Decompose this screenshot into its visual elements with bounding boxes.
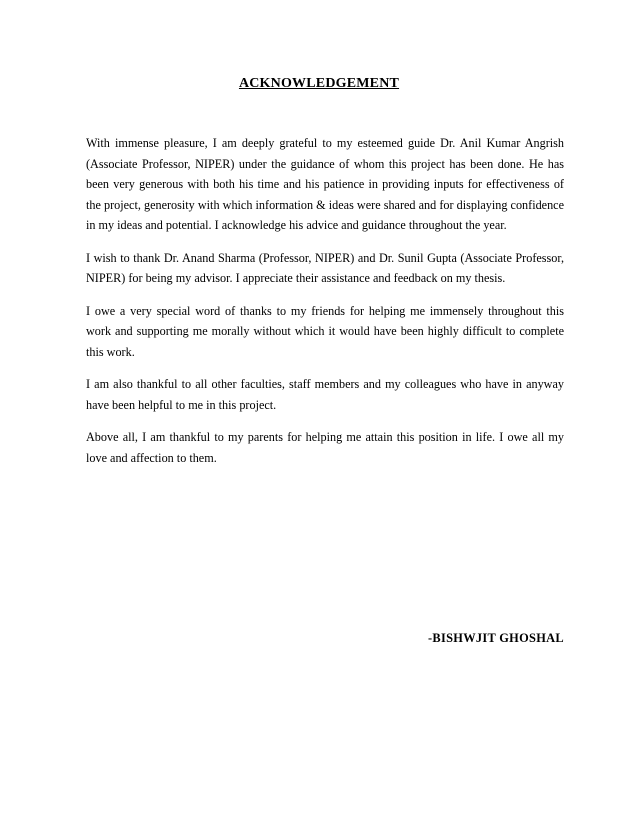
paragraph-friends: I owe a very special word of thanks to my friends for helping me immensely throughout this work and supporting me morally without which it would have been highly difficult to complete this work. bbox=[86, 303, 564, 359]
paragraph-guide: With immense pleasure, I am deeply grateful to my esteemed guide Dr. Anil Kumar Angrish (Associate Professor, NIPER) under the guidance of whom this project has been done. He has been very generous with both his time and his patience in providing inputs for effectiveness of the project, generosity with which information & ideas were shared and for displaying confidence in my ideas and potential. I acknowledge his advice and guidance throughout the year. bbox=[86, 136, 564, 232]
author-signature: -BISHWJIT GHOSHAL bbox=[427, 631, 564, 645]
paragraph-advisors: I wish to thank Dr. Anand Sharma (Professor, NIPER) and Dr. Sunil Gupta (Associate Professor, NIPER) for being my advisor. I appreciate their assistance and feedback on my thesis. bbox=[86, 250, 564, 285]
document-body bbox=[86, 133, 564, 480]
paragraph-parents: Above all, I am thankful to my parents for helping me attain this position in life. I owe all my love and affection to them. bbox=[86, 430, 564, 465]
page-title: ACKNOWLEDGEMENT bbox=[238, 76, 400, 91]
paragraph-colleagues: I am also thankful to all other faculties, staff members and my colleagues who have in anyway have been helpful to me in this project. bbox=[86, 377, 564, 412]
